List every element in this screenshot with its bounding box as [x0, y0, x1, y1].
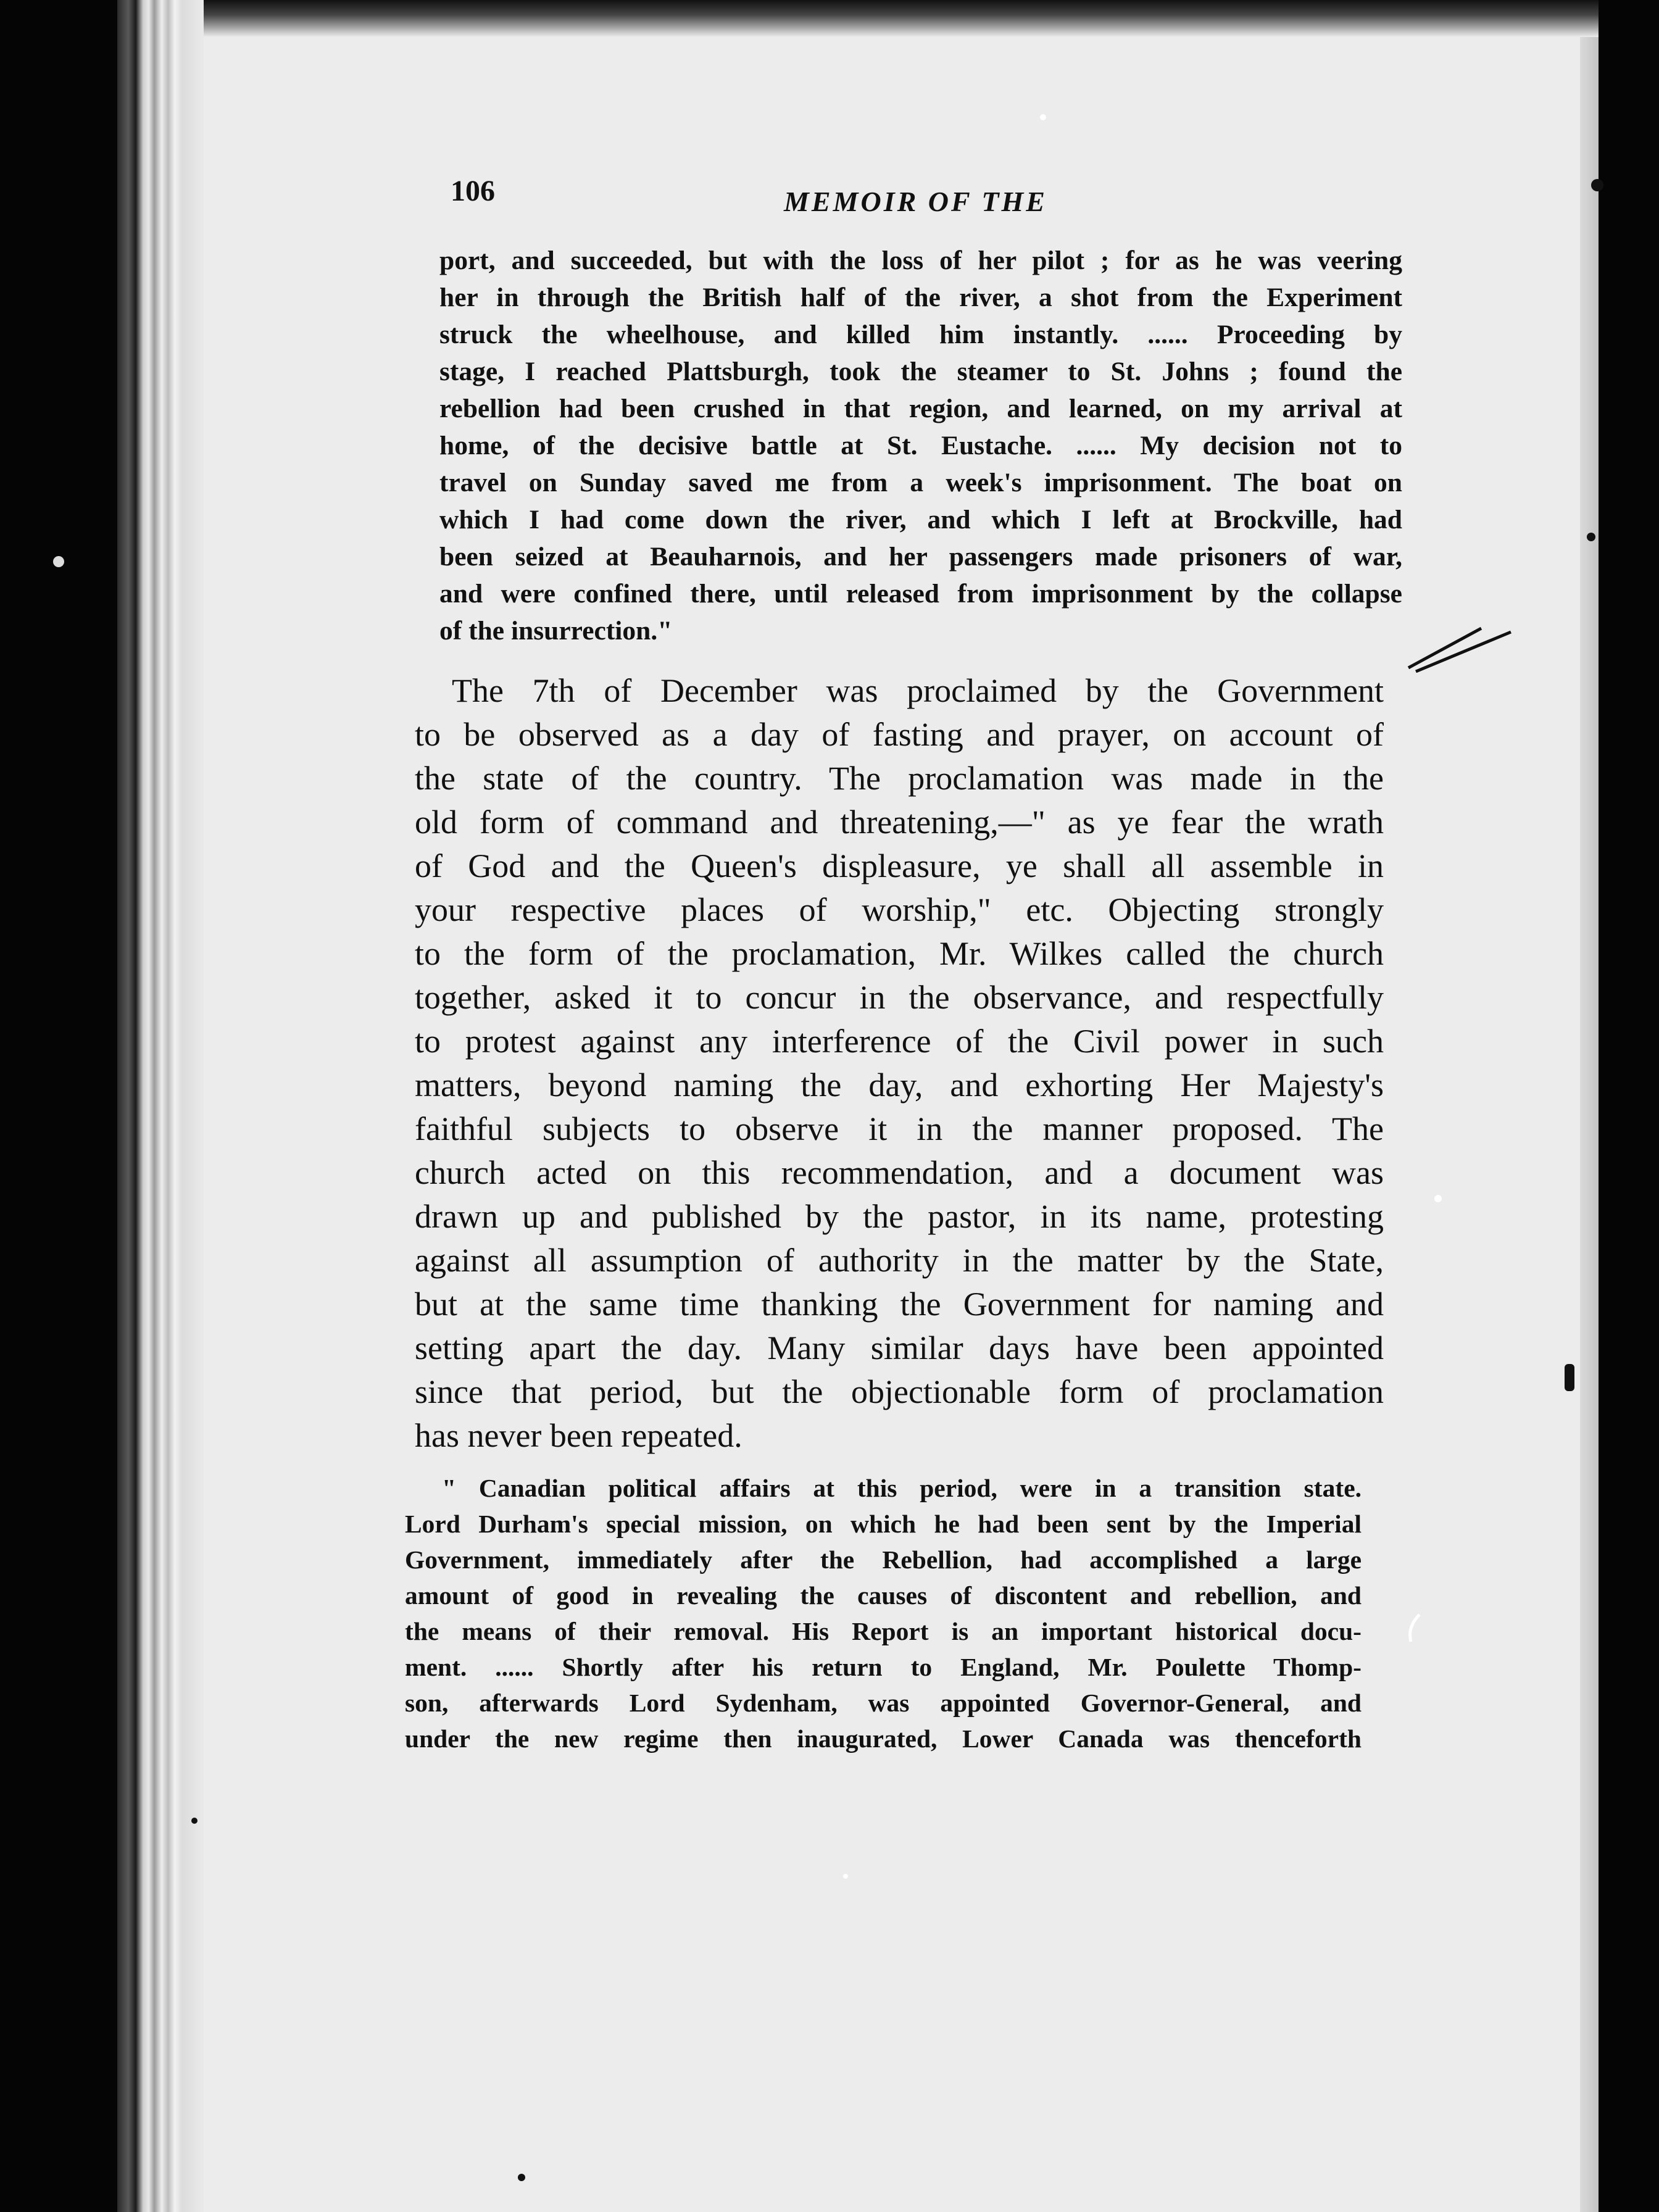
text-line: drawn up and published by the pastor, in its name, protesting — [415, 1198, 1384, 1235]
running-head: MEMOIR OF THE — [784, 186, 1047, 217]
text-line: rebellion had been crushed in that region, and learned, on my arrival at — [439, 394, 1402, 423]
text-line: but at the same time thanking the Government for naming and — [415, 1286, 1384, 1323]
text-line: matters, beyond naming the day, and exhorting Her Majesty's — [415, 1066, 1384, 1104]
text-line: against all assumption of authority in the matter by the State, — [415, 1242, 1384, 1279]
text-line: which I had come down the river, and which I left at Brockville, had — [439, 505, 1402, 534]
text-line: under the new regime then inaugurated, Lower Canada was thenceforth — [405, 1724, 1362, 1753]
text-line: has never been repeated. — [415, 1417, 742, 1454]
text-line: and were confined there, until released from imprisonment by the collapse — [439, 579, 1402, 609]
text-line: been seized at Beauharnois, and her passengers made prisoners of war, — [439, 542, 1402, 572]
text-line: faithful subjects to observe it in the manner proposed. The — [415, 1110, 1384, 1147]
text-line: Lord Durham's special mission, on which he had been sent by the Imperial — [405, 1510, 1362, 1538]
text-line: to the form of the proclamation, Mr. Wilkes called the church — [415, 935, 1384, 972]
text-line: old form of command and threatening,—" as ye fear the wrath — [415, 804, 1384, 841]
page-header — [451, 174, 1407, 223]
text-line: Government, immediately after the Rebellion, had accomplished a large — [405, 1545, 1362, 1574]
text-line: amount of good in revealing the causes of discontent and rebellion, and — [405, 1581, 1362, 1610]
text-line: of the insurrection." — [439, 616, 673, 646]
page-number: 106 — [451, 175, 495, 207]
text-line: " Canadian political affairs at this period, were in a transition state. — [442, 1474, 1362, 1502]
text-line: her in through the British half of the river, a shot from the Experiment — [439, 283, 1402, 312]
quoted-passage — [439, 242, 1402, 649]
text-line: setting apart the day. Many similar days have been appointed — [415, 1329, 1384, 1366]
text-line: stage, I reached Plattsburgh, took the steamer to St. Johns ; found the — [439, 357, 1402, 386]
text-line: church acted on this recommendation, and a document was — [415, 1154, 1384, 1191]
text-line: the state of the country. The proclamation was made in the — [415, 760, 1384, 797]
text-line: of God and the Queen's displeasure, ye shall all assemble in — [415, 847, 1384, 884]
book-binding-edge — [117, 0, 210, 2212]
text-line: travel on Sunday saved me from a week's imprisonment. The boat on — [439, 468, 1402, 497]
text-line: to protest against any interference of the Civil power in such — [415, 1023, 1384, 1060]
page-top-shadow — [204, 0, 1599, 37]
text-line: the means of their removal. His Report is an important historical docu- — [405, 1617, 1362, 1645]
text-line: son, afterwards Lord Sydenham, was appointed Governor-General, and — [405, 1689, 1362, 1717]
margin-pen-mark — [1401, 623, 1524, 673]
scanner-right-margin — [1599, 0, 1659, 2212]
text-line: ment. ...... Shortly after his return to England, Mr. Poulette Thomp- — [405, 1653, 1362, 1681]
text-line: port, and succeeded, but with the loss of her pilot ; for as he was veering — [439, 246, 1402, 275]
text-line: together, asked it to concur in the observance, and respectfully — [415, 979, 1384, 1016]
text-line: struck the wheelhouse, and killed him instantly. ...... Proceeding by — [439, 320, 1402, 349]
text-line: since that period, but the objectionable form of proclamation — [415, 1373, 1384, 1410]
text-line: home, of the decisive battle at St. Eustache. ...... My decision not to — [439, 431, 1402, 460]
footnote-passage — [405, 1470, 1362, 1757]
text-line: your respective places of worship," etc. Objecting strongly — [415, 891, 1384, 928]
text-line: The 7th of December was proclaimed by the Government — [452, 672, 1384, 709]
text-line: to be observed as a day of fasting and prayer, on account of — [415, 716, 1384, 753]
main-paragraph — [415, 669, 1384, 1458]
